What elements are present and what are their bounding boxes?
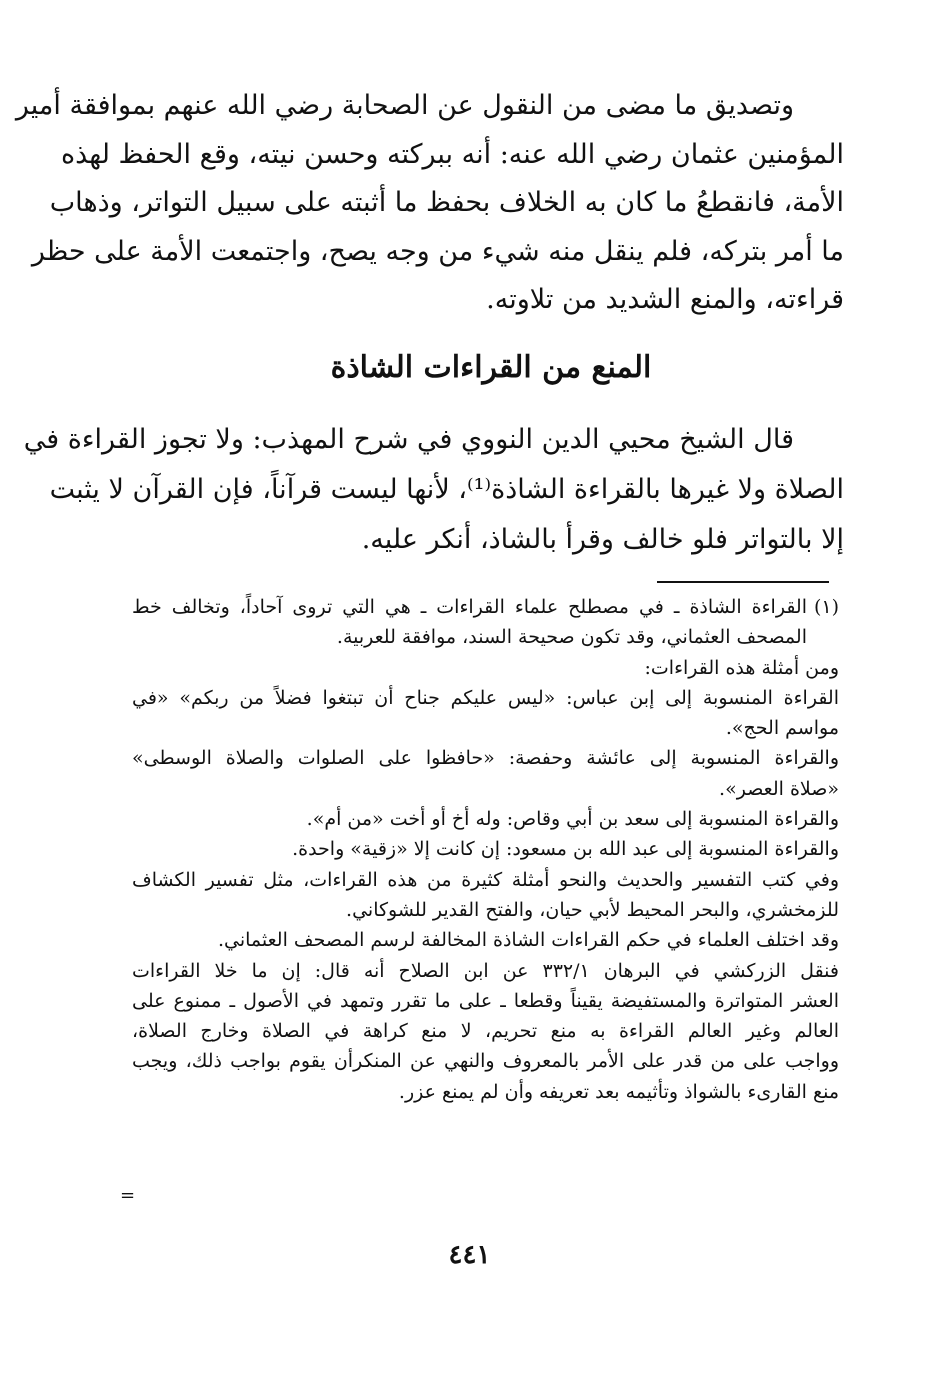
footnote-number: (١) <box>813 596 839 618</box>
footnote-line: فنقل الزركشي في البرهان ٣٣٢/١ عن ابن الصلاح أنه قال: إن ما خلا القراءات <box>132 959 839 982</box>
footnote-line: «صلاة العصر». <box>719 777 839 800</box>
main-line: المؤمنين عثمان رضي الله عنه: أنه ببركته وحسن نيته، وقع الحفظ لهذه <box>60 138 844 170</box>
page-number: ٤٤١ <box>448 1240 491 1270</box>
footnote-line: العالم وغير العالم القراءة به منع تحريم، لا منع كراهة في الصلاة وخارج الصلاة، <box>132 1020 839 1043</box>
section-line: إلا بالتواتر فلو خالف وقرأ بالشاذ، أنكر عليه. <box>361 524 844 555</box>
continuation-mark: = <box>120 1185 136 1206</box>
footnote-line: والقراءة المنسوبة إلى سعد بن أبي وقاص: وله أخ أو أخت «من أم». <box>306 808 839 831</box>
footnote-line: وقد اختلف العلماء في حكم القراءات الشاذة المخالفة لرسم المصحف العثماني. <box>217 929 839 952</box>
footnote-separator <box>657 581 829 583</box>
main-line: وتصديق ما مضى من النقول عن الصحابة رضي الله عنهم بموافقة أمير <box>15 90 794 121</box>
main-line: ما أمر بتركه، فلم ينقل منه شيء من وجه يصح، واجتمعت الأمة على حظر <box>31 235 844 267</box>
section-paragraph <box>23 415 844 565</box>
footnote-line: منع القارىء بالشواذ وتأثيمه بعد تعريفه وأن لم يمنع عزر. <box>398 1080 839 1103</box>
main-paragraph <box>15 82 844 325</box>
section-line: قال الشيخ محيي الدين النووي في شرح المهذب: ولا تجوز القراءة في <box>23 424 794 455</box>
footnote-line: وواجب على من قدر على الأمر بالمعروف والنهي عن المنكرأن يقوم بواجب ذلك، ويجب <box>132 1050 839 1073</box>
footnotes <box>132 592 839 1107</box>
footnote-line: والقراءة المنسوبة إلى عبد الله بن مسعود: إن كانت إلا «زقية» واحدة. <box>292 838 839 861</box>
section-line: الصلاة ولا غيرها بالقراءة الشاذة⁽¹⁾، لأنها ليست قرآناً، فإن القرآن لا يثبت <box>49 474 844 505</box>
footnote-line: ومن أمثلة هذه القراءات: <box>644 656 839 679</box>
footnote-line: للزمخشري، والبحر المحيط لأبي حيان، والفتح القدير للشوكاني. <box>346 898 839 921</box>
footnote-line: المصحف العثماني، وقد تكون صحيحة السند، موافقة للعربية. <box>336 626 807 649</box>
footnote-line: مواسم الحج». <box>725 717 839 740</box>
footnote-line: القراءة المنسوبة إلى إبن عباس: «ليس عليكم جناح أن تبتغوا فضلاً من ربكم» «في <box>132 686 839 709</box>
section-heading: المنع من القراءات الشاذة <box>330 350 652 385</box>
footnote-line: وفي كتب التفسير والحديث والنحو أمثلة كثيرة من هذه القراءات، مثل تفسير الكشاف <box>132 868 839 891</box>
main-line: قراءته، والمنع الشديد من تلاوته. <box>486 284 844 315</box>
footnote-line: العشر المتواترة والمستفيضة يقيناً وقطعا ـ على ما تقرر وتمهد في الأصول ـ ممنوع على <box>132 989 839 1012</box>
footnote-line: القراءة الشاذة ـ في مصطلح علماء القراءات ـ هي التي تروى آحاداً، وتخالف خط <box>132 596 807 618</box>
footnote-line: والقراءة المنسوبة إلى عائشة وحفصة: «حافظوا على الصلوات والصلاة الوسطى» <box>132 747 839 770</box>
main-line: الأمة، فانقطعُ ما كان به الخلاف بحفظ ما أثبته على سبيل التواتر، وذهاب <box>49 187 844 218</box>
